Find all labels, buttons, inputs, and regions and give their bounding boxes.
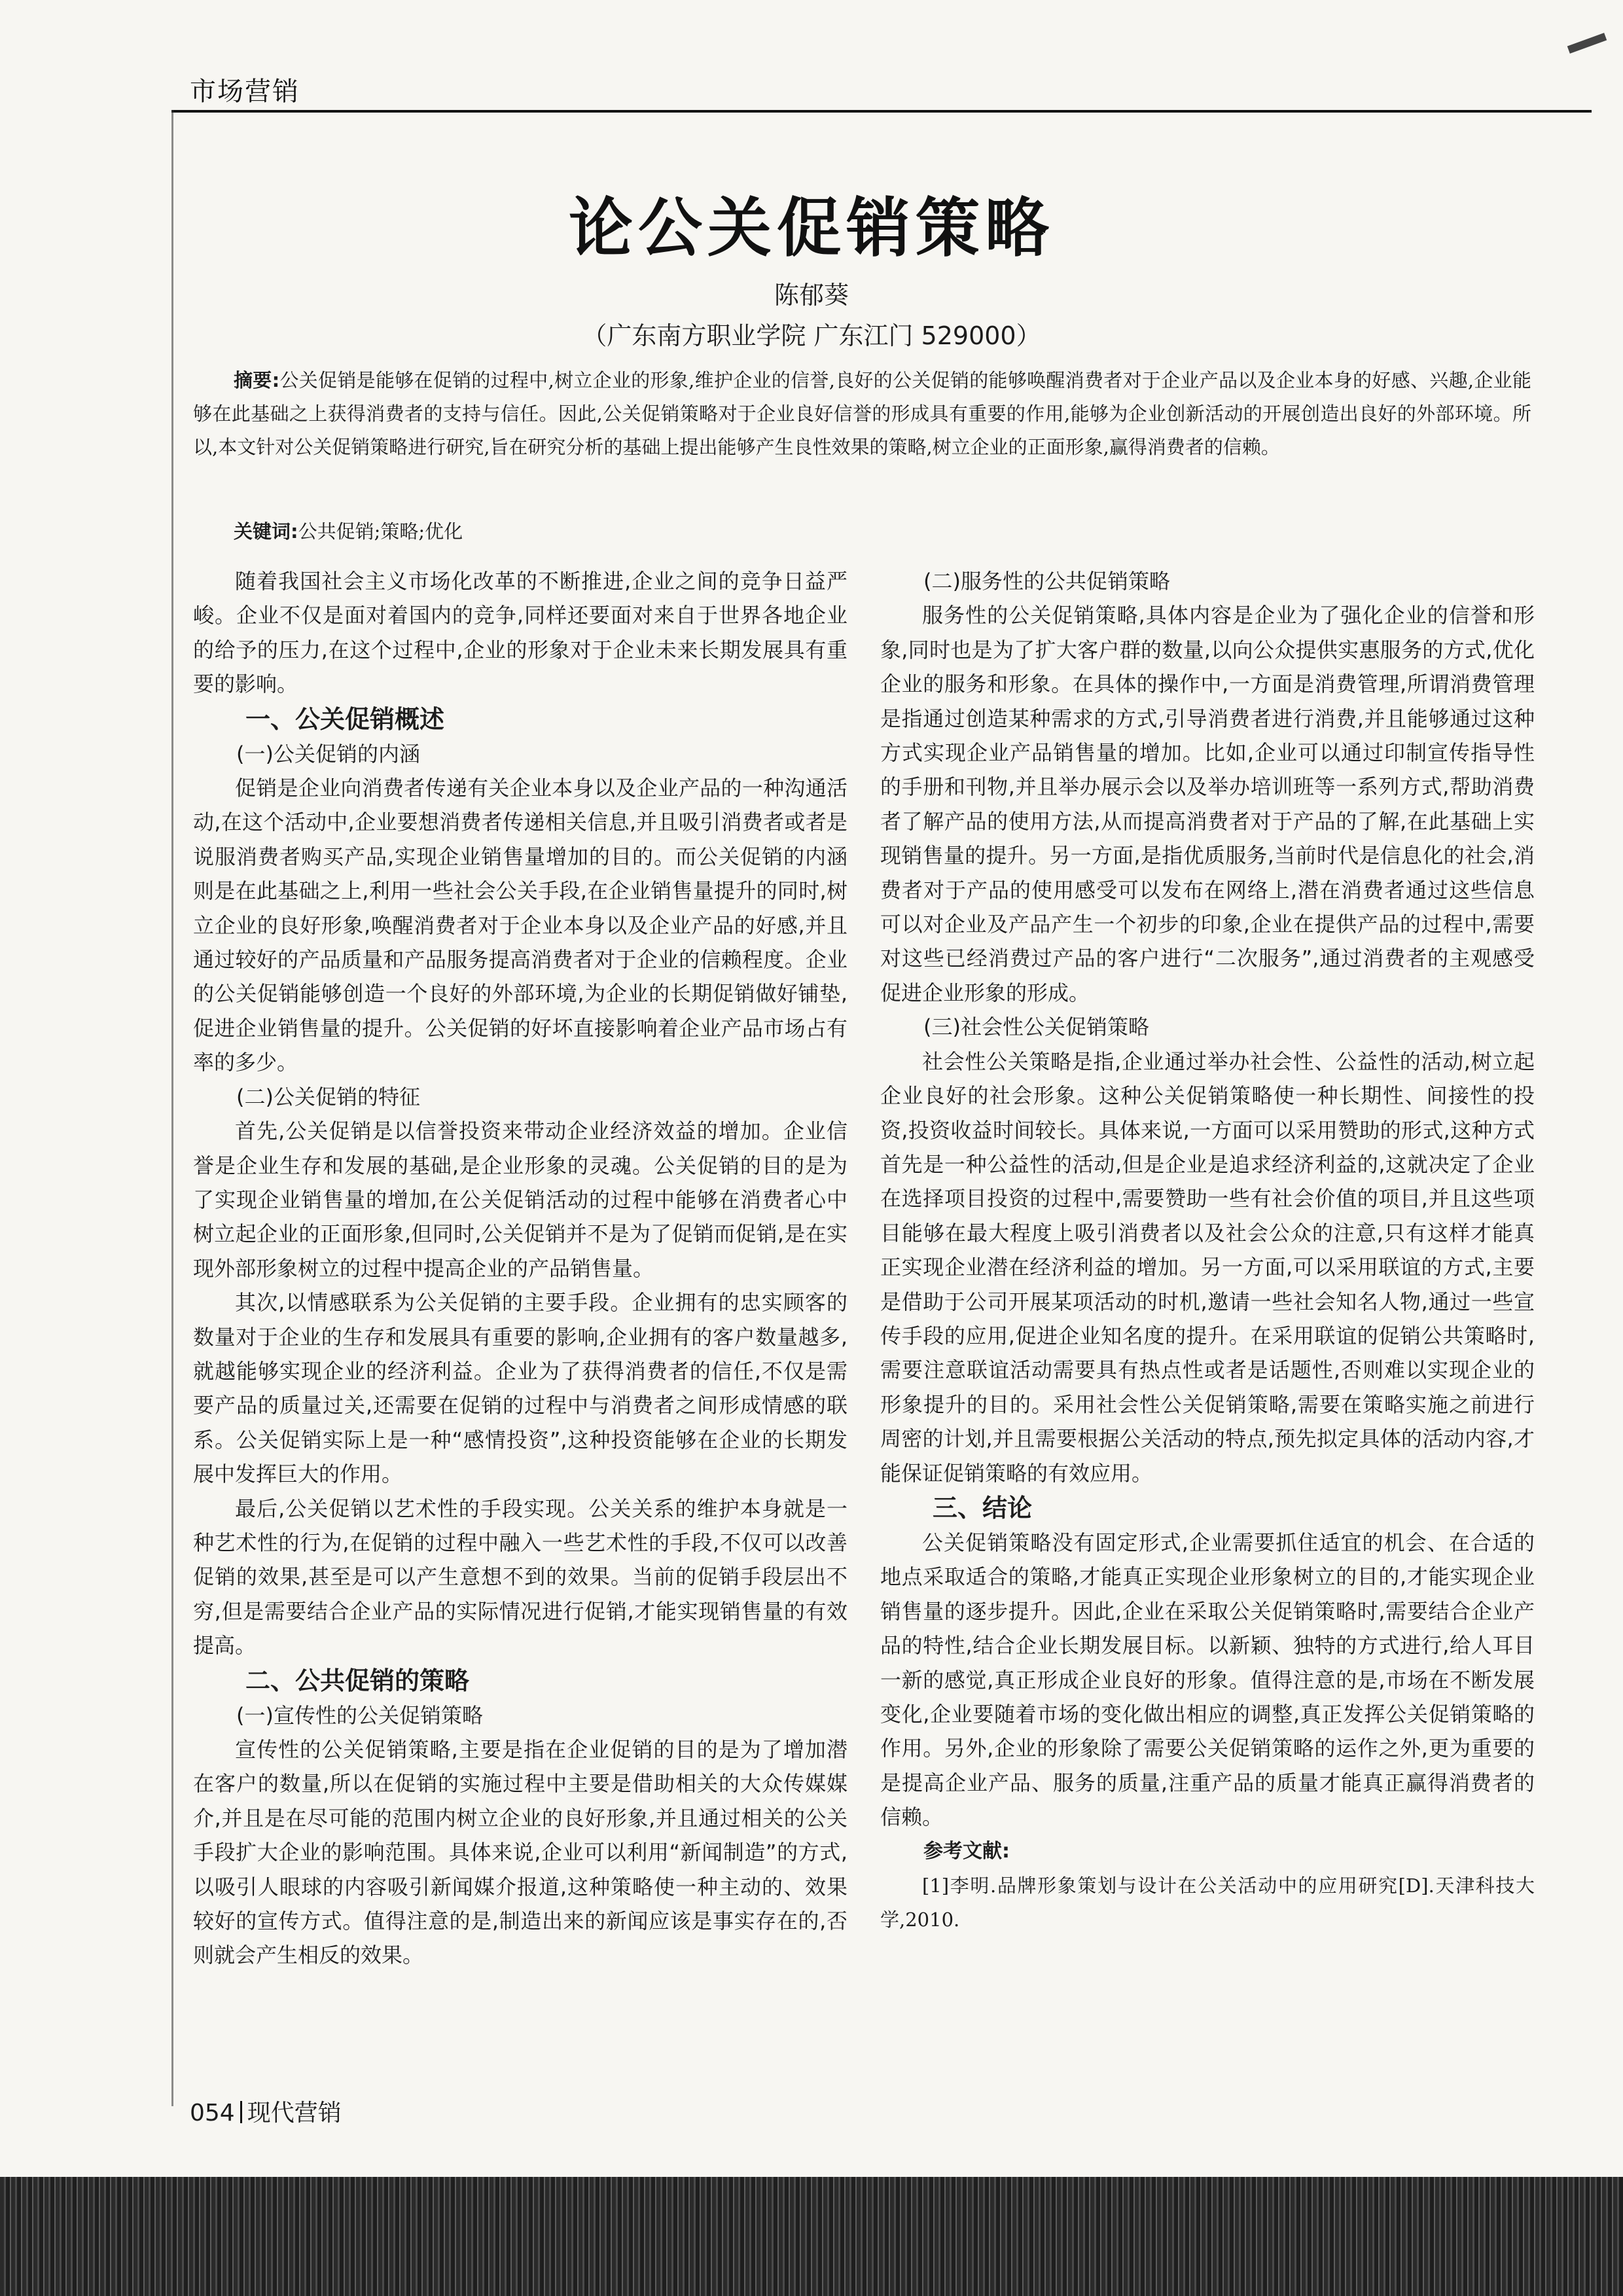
abstract-text: 公关促销是能够在促销的过程中,树立企业的形象,维护企业的信誉,良好的公关促销的能够唤醒消费者对于企业产品以及企业本身的好感、兴趣,企业能够在此基础之上获得消费者的支持与信任。因此,公关促销策略对于企业良好信誉的形成具有重要的作用,能够为企业创新活动的开展创造出良好的外部环境。所以,本文针对公关促销策略进行研究,旨在研究分析的基础上提出能够产生良性效果的策略,树立企业的正面形象,赢得消费者的信赖。 bbox=[193, 369, 1531, 458]
paragraph: 最后,公关促销以艺术性的手段实现。公关关系的维护本身就是一种艺术性的行为,在促销的过程中融入一些艺术性的手段,不仅可以改善促销的效果,甚至是可以产生意想不到的效果。当前的促销手段层出不穷,但是需要结合企业产品的实际情况进行促销,才能实现销售量的有效提高。 bbox=[193, 1496, 847, 1659]
reference-item: [1]李明.品牌形象策划与设计在公关活动中的应用研究[D].天津科技大学,2010. bbox=[880, 1874, 1535, 1931]
right-column bbox=[880, 564, 1535, 1937]
page-number: 054 bbox=[190, 2100, 235, 2126]
keywords-label: 关键词: bbox=[234, 520, 298, 543]
left-column bbox=[193, 564, 847, 1973]
keywords bbox=[234, 517, 463, 544]
abstract-label: 摘要: bbox=[234, 369, 280, 391]
margin-rule bbox=[171, 110, 173, 2106]
footer-separator bbox=[240, 2101, 242, 2123]
paragraph: 首先,公关促销是以信誉投资来带动企业经济效益的增加。企业信誉是企业生存和发展的基础,是企业形象的灵魂。公关促销的目的是为了实现企业销售量的增加,在公关促销活动的过程中能够在消费者心中树立起企业的正面形象,但同时,公关促销并不是为了促销而促销,是在实现外部形象树立的过程中提高企业的产品销售量。 bbox=[193, 1119, 847, 1281]
paragraph: 社会性公关策略是指,企业通过举办社会性、公益性的活动,树立起企业良好的社会形象。这种公关促销策略使一种长期性、间接性的投资,投资收益时间较长。具体来说,一方面可以采用赞助的形式,这种方式首先是一种公益性的活动,但是企业是追求经济利益的,这就决定了企业在选择项目投资的过程中,需要赞助一些有社会价值的项目,并且这些项目能够在最大程度上吸引消费者以及社会公众的注意,只有这样才能真正实现企业潜在经济利益的增加。另一方面,可以采用联谊的方式,主要是借助于公司开展某项活动的时机,邀请一些社会知名人物,通过一些宣传手段的应用,促进企业知名度的提升。在采用联谊的促销公共策略时,需要注意联谊活动需要具有热点性或者是话题性,否则难以实现企业的形象提升的目的。采用社会性公关促销策略,需要在策略实施之前进行周密的计划,并且需要根据公关活动的特点,预先拟定具体的活动内容,才能保证促销策略的有效应用。 bbox=[880, 1049, 1535, 1486]
references-title: 参考文献: bbox=[923, 1839, 1010, 1863]
article-title: 论公关促销策略 bbox=[568, 191, 1054, 266]
paragraph: 促销是企业向消费者传递有关企业本身以及企业产品的一种沟通活动,在这个活动中,企业要想消费者传递相关信息,并且吸引消费者或者是说服消费者购买产品,实现企业销售量增加的目的。而公关促销的内涵则是在此基础之上,利用一些社会公关手段,在企业销售量提升的同时,树立企业的良好形象,唤醒消费者对于企业本身以及企业产品的好感,并且通过较好的产品质量和产品服务提高消费者对于企业的信赖程度。企业的公关促销能够创造一个良好的外部环境,为企业的长期促销做好铺垫,促进企业销售量的提升。公关促销的好坏直接影响着企业产品市场占有率的多少。 bbox=[193, 776, 847, 1075]
article-author: 陈郁葵 bbox=[774, 281, 849, 310]
keywords-text: 公共促销;策略;优化 bbox=[298, 520, 463, 543]
heading-strategies: 二、公共促销的策略 bbox=[245, 1666, 470, 1695]
page-footer bbox=[190, 2094, 342, 2128]
heading-conclusion: 三、结论 bbox=[933, 1493, 1033, 1522]
article-affiliation: （广东南方职业学院 广东江门 529000） bbox=[582, 321, 1041, 350]
subheading-connotation: (一)公关促销的内涵 bbox=[236, 741, 420, 766]
paragraph: 宣传性的公关促销策略,主要是指在企业促销的目的是为了增加潜在客户的数量,所以在促销的实施过程中主要是借助相关的大众传媒媒介,并且是在尽可能的范围内树立企业的良好形象,并且通过相关的公关手段扩大企业的影响范围。具体来说,企业可以利用“新闻制造”的方式,以吸引人眼球的内容吸引新闻媒介报道,这种策略使一种主动的、效果较好的宣传方式。值得注意的是,制造出来的新闻应该是事实存在的,否则就会产生相反的效果。 bbox=[193, 1737, 847, 1968]
abstract bbox=[193, 364, 1531, 464]
scan-edge-band bbox=[0, 2177, 1623, 2296]
intro-paragraph: 随着我国社会主义市场化改革的不断推进,企业之间的竞争日益严峻。企业不仅是面对着国内的竞争,同样还要面对来自于世界各地企业的给予的压力,在这个过程中,企业的形象对于企业未来长期发展具有重要的影响。 bbox=[193, 569, 847, 697]
subheading-features: (二)公关促销的特征 bbox=[236, 1084, 420, 1109]
subheading-publicity: (一)宣传性的公关促销策略 bbox=[236, 1702, 483, 1728]
journal-name: 现代营销 bbox=[247, 2100, 342, 2126]
paragraph: 其次,以情感联系为公关促销的主要手段。企业拥有的忠实顾客的数量对于企业的生存和发展具有重要的影响,企业拥有的客户数量越多,就越能够实现企业的经济利益。企业为了获得消费者的信任,不仅是需要产品的质量过关,还需要在促销的过程中与消费者之间形成情感的联系。公关促销实际上是一种“感情投资”,这种投资能够在企业的长期发展中发挥巨大的作用。 bbox=[193, 1290, 847, 1487]
header-rule bbox=[171, 110, 1592, 113]
scan-mark bbox=[1567, 33, 1607, 54]
subheading-service: (二)服务性的公共促销策略 bbox=[923, 569, 1170, 594]
subheading-social: (三)社会性公关促销策略 bbox=[923, 1014, 1149, 1040]
paragraph: 公关促销策略没有固定形式,企业需要抓住适宜的机会、在合适的地点采取适合的策略,才能真正实现企业形象树立的目的,才能实现企业销售量的逐步提升。因此,企业在采取公关促销策略时,需要结合企业产品的特性,结合企业长期发展目标。以新颖、独特的方式进行,给人耳目一新的感觉,真正形成企业良好的形象。值得注意的是,市场在不断发展变化,企业要随着市场的变化做出相应的调整,真正发挥公关促销策略的作用。另外,企业的形象除了需要公关促销策略的运作之外,更为重要的是提高企业产品、服务的质量,注重产品的质量才能真正赢得消费者的信赖。 bbox=[880, 1530, 1535, 1830]
section-header: 市场营销 bbox=[190, 77, 300, 107]
paragraph: 服务性的公关促销策略,具体内容是企业为了强化企业的信誉和形象,同时也是为了扩大客户群的数量,以向公众提供实惠服务的方式,优化企业的服务和形象。在具体的操作中,一方面是消费管理,所谓消费管理是指通过创造某种需求的方式,引导消费者进行消费,并且能够通过这种方式实现企业产品销售量的增加。比如,企业可以通过印制宣传指导性的手册和刊物,并且举办展示会以及举办培训班等一系列方式,帮助消费者了解产品的使用方法,从而提高消费者对于产品的了解,在此基础上实现销售量的提升。另一方面,是指优质服务,当前时代是信息化的社会,消费者对于产品的使用感受可以发布在网络上,潜在消费者通过这些信息可以对企业及产品产生一个初步的印象,企业在提供产品的过程中,需要对这些已经消费过产品的客户进行“二次服务”,通过消费者的主观感受促进企业形象的形成。 bbox=[880, 603, 1535, 1005]
heading-overview: 一、公关促销概述 bbox=[245, 704, 445, 734]
